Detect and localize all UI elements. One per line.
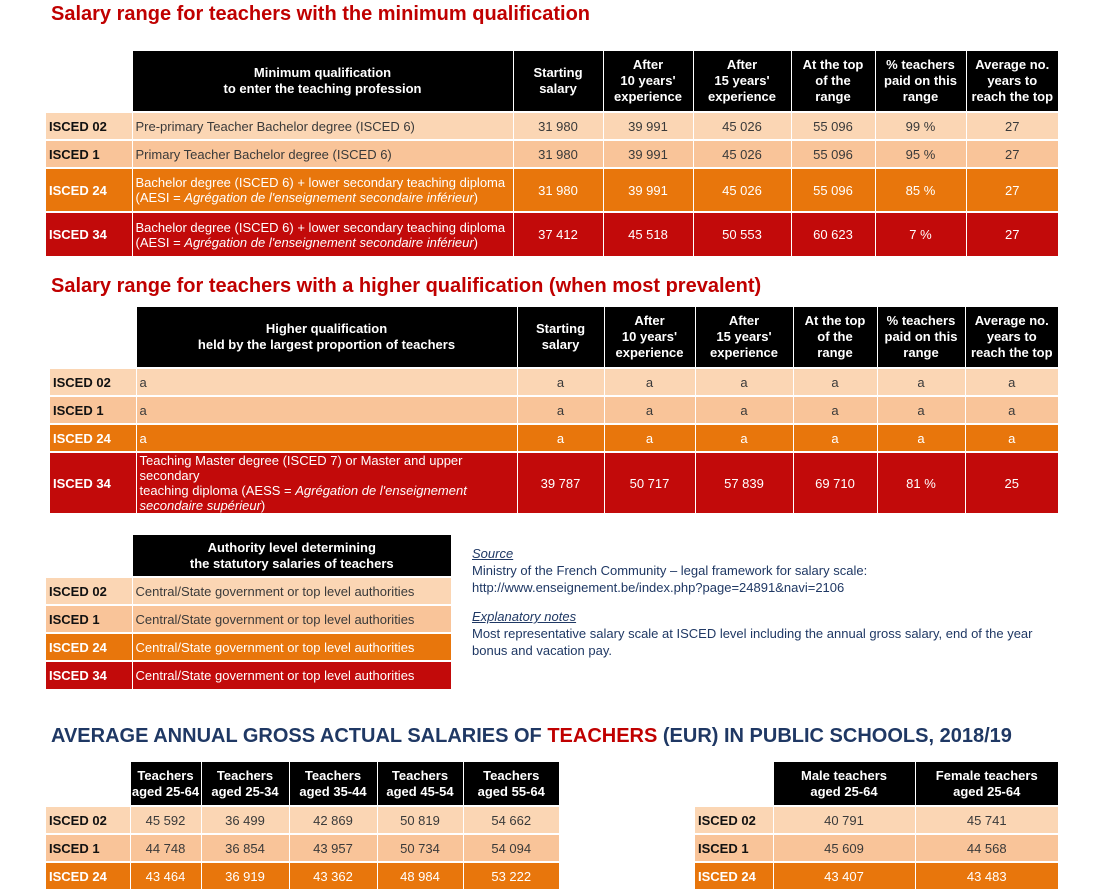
cell: a (517, 424, 604, 452)
desc-line1: Bachelor degree (ISCED 6) + lower secondary teaching diploma (135, 219, 506, 235)
desc-line2-end: ) (473, 234, 479, 250)
explanatory-heading: Explanatory notes (472, 609, 577, 624)
table-row (46, 577, 451, 605)
cell: 45 741 (915, 806, 1058, 834)
cell: a (695, 368, 793, 396)
desc-line2-end: ) (473, 190, 479, 205)
cell: 50 819 (377, 806, 463, 834)
cell: 44 568 (915, 834, 1058, 862)
cell: a (793, 396, 877, 424)
desc-a: Teaching Master degree (ISCED 7) or Master and upper secondary (139, 453, 463, 483)
cell: a (695, 396, 793, 424)
row-label: ISCED 1 (46, 834, 130, 862)
cell: 31 980 (513, 140, 603, 168)
table-row (50, 424, 1058, 452)
row-desc (136, 452, 517, 513)
cell: 54 094 (463, 834, 559, 862)
explanatory-text: Most representative salary scale at ISCED level including the annual gross salary, end of the year bonus and vacation pay. (472, 626, 1033, 658)
s2-header-pct: % teachers paid on this range (877, 307, 965, 368)
cell: 31 980 (513, 112, 603, 140)
table-row (46, 605, 451, 633)
cell: 43 957 (289, 834, 377, 862)
cell: 50 717 (604, 452, 695, 513)
row-label: ISCED 02 (46, 112, 132, 140)
desc-line2-italic: Agrégation de l'enseignement secondaire inférieur (184, 190, 474, 205)
cell: 43 407 (773, 862, 915, 889)
desc-c: ) (260, 498, 266, 513)
row-label: ISCED 1 (46, 140, 132, 168)
section1-title: Salary range for teachers with the minimum qualification (51, 3, 591, 25)
cell: 50 734 (377, 834, 463, 862)
cell: 81 % (877, 452, 965, 513)
row-label: ISCED 24 (46, 168, 132, 212)
cell: 37 412 (513, 212, 603, 256)
section2-title: Salary range for teachers with a higher qualification (when most prevalent) (51, 275, 762, 297)
title-part-c: (EUR) IN PUBLIC SCHOOLS, 2018/19 (657, 725, 1012, 747)
s1-header-starting: Starting salary (513, 51, 603, 112)
desc-line2-start: (AESI = (135, 190, 185, 205)
cell: 27 (966, 212, 1058, 256)
cell: 44 748 (130, 834, 201, 862)
row-desc: a (136, 396, 517, 424)
desc-c-italic: secondaire supérieur (139, 498, 261, 513)
cell: a (877, 424, 965, 452)
cell: 55 096 (791, 112, 875, 140)
cell: 31 980 (513, 168, 603, 212)
cell: 25 (965, 452, 1058, 513)
cell: a (965, 396, 1058, 424)
cell: a (965, 424, 1058, 452)
cell: a (517, 368, 604, 396)
row-desc: a (136, 424, 517, 452)
cell: 95 % (875, 140, 966, 168)
age-header: Teachers aged 25-64 (130, 762, 201, 806)
cell: a (604, 424, 695, 452)
table-row (50, 452, 1058, 513)
table-row (695, 862, 1058, 889)
desc-b: teaching diploma (AESS = (139, 483, 296, 498)
cell: 36 499 (201, 806, 289, 834)
cell: a (793, 424, 877, 452)
row-label: ISCED 1 (46, 605, 132, 633)
source-line1: Ministry of the French Community – legal framework for salary scale: (472, 563, 868, 578)
desc-line1: Bachelor degree (ISCED 6) + lower secondary teaching diploma (135, 175, 506, 190)
cell: a (695, 424, 793, 452)
cell: 36 854 (201, 834, 289, 862)
age-header: Teachers aged 25-34 (201, 762, 289, 806)
s1-header-15y: After 15 years' experience (693, 51, 791, 112)
s2-header-years: Average no. years to reach the top (965, 307, 1058, 368)
s1-header-top: At the top of the range (791, 51, 875, 112)
authority-value: Central/State government or top level authorities (132, 661, 451, 689)
row-label: ISCED 24 (46, 633, 132, 661)
cell: 69 710 (793, 452, 877, 513)
min-qualification-table (46, 51, 1058, 256)
cell: 45 026 (693, 112, 791, 140)
authority-table (46, 535, 451, 689)
source-heading: Source (472, 546, 514, 561)
cell: 45 026 (693, 168, 791, 212)
cell: 55 096 (791, 140, 875, 168)
table-row (46, 806, 559, 834)
age-header: Teachers aged 45-54 (377, 762, 463, 806)
table-row (46, 168, 1058, 212)
cell: a (604, 368, 695, 396)
gender-header-female: Female teachers aged 25-64 (915, 762, 1058, 806)
s2-header-starting: Starting salary (517, 307, 604, 368)
s2-header-15y: After 15 years' experience (695, 307, 793, 368)
row-label: ISCED 24 (695, 862, 773, 889)
cell: 45 592 (130, 806, 201, 834)
row-desc: Pre-primary Teacher Bachelor degree (ISCED 6) (132, 112, 513, 140)
authority-value: Central/State government or top level authorities (132, 605, 451, 633)
cell: 53 222 (463, 862, 559, 889)
age-salary-table (46, 762, 559, 889)
notes-block (472, 545, 1062, 659)
s2-header-qualification: Higher qualification held by the largest proportion of teachers (136, 307, 517, 368)
row-label: ISCED 02 (50, 368, 136, 396)
cell: 43 464 (130, 862, 201, 889)
cell: 27 (966, 140, 1058, 168)
cell: 54 662 (463, 806, 559, 834)
cell: 57 839 (695, 452, 793, 513)
desc-line2-start: (AESI = (135, 234, 185, 250)
s2-header-top: At the top of the range (793, 307, 877, 368)
higher-qualification-table (50, 307, 1058, 513)
row-desc: a (136, 368, 517, 396)
cell: 39 787 (517, 452, 604, 513)
gender-header-male: Male teachers aged 25-64 (773, 762, 915, 806)
gender-salary-table (695, 762, 1058, 889)
cell: 85 % (875, 168, 966, 212)
table-row (46, 834, 559, 862)
row-label: ISCED 34 (46, 212, 132, 256)
cell: 43 483 (915, 862, 1058, 889)
desc-line2-italic: Agrégation de l'enseignement secondaire inférieur (184, 234, 474, 250)
row-label: ISCED 02 (695, 806, 773, 834)
cell: 39 991 (603, 112, 693, 140)
row-desc (132, 212, 513, 256)
cell: 43 362 (289, 862, 377, 889)
cell: 50 553 (693, 212, 791, 256)
row-label: ISCED 24 (46, 862, 130, 889)
s2-header-10y: After 10 years' experience (604, 307, 695, 368)
cell: 27 (966, 112, 1058, 140)
table-row (46, 212, 1058, 256)
s1-header-10y: After 10 years' experience (603, 51, 693, 112)
row-label: ISCED 24 (50, 424, 136, 452)
cell: a (517, 396, 604, 424)
cell: 99 % (875, 112, 966, 140)
table-row (46, 661, 451, 689)
cell: 39 991 (603, 140, 693, 168)
authority-value: Central/State government or top level authorities (132, 633, 451, 661)
cell: 60 623 (791, 212, 875, 256)
s1-header-qualification: Minimum qualification to enter the teaching profession (132, 51, 513, 112)
table-row (46, 140, 1058, 168)
row-desc (132, 168, 513, 212)
cell: 45 518 (603, 212, 693, 256)
cell: 27 (966, 168, 1058, 212)
age-header: Teachers aged 35-44 (289, 762, 377, 806)
row-label: ISCED 02 (46, 577, 132, 605)
actual-salaries-title (51, 725, 1012, 748)
cell: 48 984 (377, 862, 463, 889)
row-label: ISCED 1 (695, 834, 773, 862)
title-part-b: TEACHERS (547, 725, 658, 747)
row-label: ISCED 34 (50, 452, 136, 513)
s1-header-pct: % teachers paid on this range (875, 51, 966, 112)
cell: a (793, 368, 877, 396)
authority-header: Authority level determining the statutory salaries of teachers (132, 535, 451, 577)
cell: 39 991 (603, 168, 693, 212)
desc-b-italic: Agrégation de l'enseignement (295, 483, 467, 498)
authority-value: Central/State government or top level authorities (132, 577, 451, 605)
table-row (50, 368, 1058, 396)
table-row (46, 633, 451, 661)
cell: a (965, 368, 1058, 396)
s1-header-years: Average no. years to reach the top (966, 51, 1058, 112)
row-label: ISCED 02 (46, 806, 130, 834)
cell: a (604, 396, 695, 424)
row-label: ISCED 1 (50, 396, 136, 424)
title-part-a: AVERAGE ANNUAL GROSS ACTUAL SALARIES OF (51, 725, 548, 747)
cell: 55 096 (791, 168, 875, 212)
source-link[interactable]: http://www.enseignement.be/index.php?page=24891&navi=2106 (472, 580, 845, 595)
age-header: Teachers aged 55-64 (463, 762, 559, 806)
cell: 36 919 (201, 862, 289, 889)
table-row (46, 862, 559, 889)
cell: 45 026 (693, 140, 791, 168)
cell: a (877, 396, 965, 424)
cell: 45 609 (773, 834, 915, 862)
table-row (695, 834, 1058, 862)
cell: 42 869 (289, 806, 377, 834)
cell: 7 % (875, 212, 966, 256)
table-row (50, 396, 1058, 424)
row-label: ISCED 34 (46, 661, 132, 689)
table-row (46, 112, 1058, 140)
row-desc: Primary Teacher Bachelor degree (ISCED 6) (132, 140, 513, 168)
cell: a (877, 368, 965, 396)
table-row (695, 806, 1058, 834)
cell: 40 791 (773, 806, 915, 834)
